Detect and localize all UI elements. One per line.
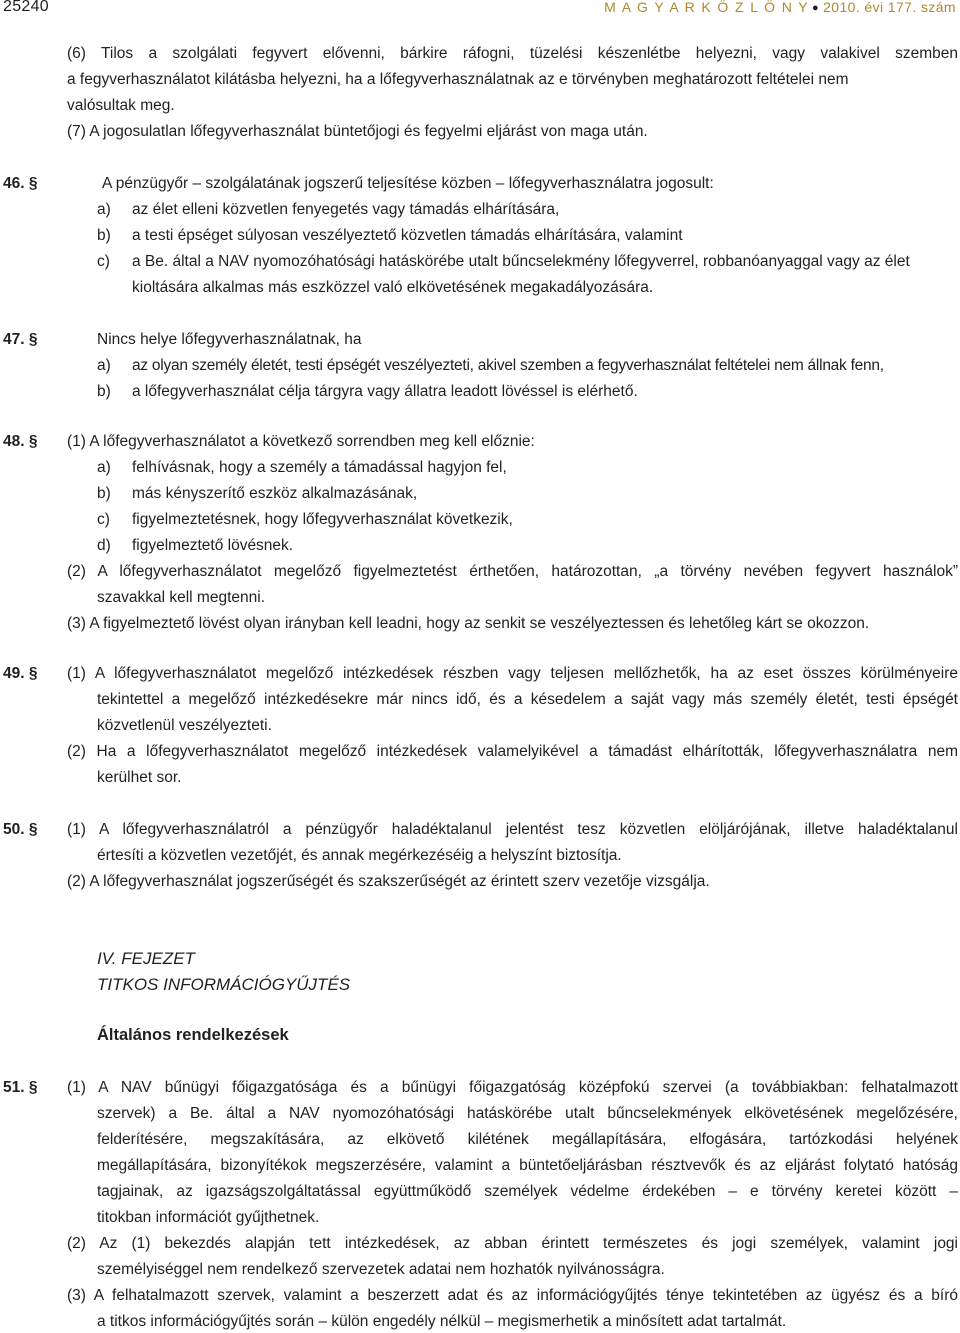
item-text: kioltására alkalmas más eszközzel való elkövetésének megakadályozására.: [132, 279, 654, 296]
subsection-1: (1) A NAV bűnügyi főigazgatósága és a bűnügyi főigazgatóság középfokú szervei (a továbbiakban: felhatalmazott: [67, 1079, 958, 1096]
item-text: felhívásnak, hogy a személy a támadással hagyjon fel,: [132, 459, 507, 476]
item-text: a lőfegyverhasználat célja tárgyra vagy állatra leadott lövéssel is elérhető.: [132, 383, 638, 400]
subsection-2-cont: szavakkal kell megtenni.: [97, 589, 265, 606]
subsection-1: (1) A lőfegyverhasználatról a pénzügyőr haladéktalanul jelentést tesz közvetlen elöljárójának, illetve haladéktalanul: [67, 821, 958, 838]
issue-number: 2010. évi 177. szám: [823, 0, 956, 15]
section-number: 48. §: [3, 433, 38, 450]
page-number: 25240: [3, 0, 49, 15]
subsection-3: (3) A felhatalmazott szervek, valamint a beszerzett adat és az információgyűjtés ténye tekintetében az ügyész és a bíró: [67, 1287, 958, 1304]
item-label: a): [97, 201, 111, 218]
section-number: 46. §: [3, 175, 38, 192]
item-text: a Be. által a NAV nyomozóhatósági hatáskörébe utalt bűncselekmény lőfegyverrel, robbanóanyaggal vagy az élet: [132, 253, 910, 270]
item-label: a): [97, 459, 111, 476]
bullet-icon: ●: [812, 2, 821, 14]
subsection-1-cont: tekintettel a megelőző intézkedésekre már nincs idő, és a késedelem a saját vagy más személy életét, testi épségét: [97, 691, 958, 708]
item-text: más kényszerítő eszköz alkalmazásának,: [132, 485, 418, 502]
item-label: b): [97, 227, 111, 244]
item-text: az olyan személy életét, testi épségét veszélyezteti, akivel szemben a fegyverhasználat feltételei nem állnak fenn,: [132, 357, 884, 374]
subsection-1: (1) A lőfegyverhasználatot megelőző intézkedések részben vagy teljesen mellőzhetők, ha az eset összes körülményeire: [67, 665, 958, 682]
item-label: c): [97, 253, 110, 270]
paragraph-line: (6) Tilos a szolgálati fegyvert elővenni, bárkire ráfogni, tüzelési készenlétbe helyezni, vagy valakivel szemben: [67, 45, 958, 62]
item-text: az élet elleni közvetlen fenyegetés vagy támadás elhárítására,: [132, 201, 560, 218]
page-header: [0, 0, 960, 22]
section-number: 47. §: [3, 331, 38, 348]
paragraph-line: (7) A jogosulatlan lőfegyverhasználat büntetőjogi és fegyelmi eljárást von maga után.: [67, 123, 648, 140]
chapter-title: TITKOS INFORMÁCIÓGYŰJTÉS: [97, 975, 351, 994]
subsection-3-cont: a titkos információgyűjtés során – külön engedély nélkül – megismerhetik a minősített adat tartalmát.: [97, 1313, 787, 1330]
paragraph-line: a fegyverhasználatot kilátásba helyezni, ha a lőfegyverhasználatnak az e törvényben meghatározott feltételei nem: [67, 71, 849, 88]
chapter-subtitle: Általános rendelkezések: [97, 1026, 289, 1044]
section-number: 50. §: [3, 821, 38, 838]
subsection-1-cont: értesíti a közvetlen vezetőjét, és annak megérkezéséig a helyszínt biztosítja.: [97, 847, 622, 864]
subsection-2: (2) A lőfegyverhasználat jogszerűségét és szakszerűségét az érintett szerv vezetője vizsgálja.: [67, 873, 710, 890]
subsection-2-cont: személyiséggel nem rendelkező szervezetek adatai nem hozhatók nyilvánosságra.: [97, 1261, 665, 1278]
section-intro: A pénzügyőr – szolgálatának jogszerű teljesítése közben – lőfegyverhasználatra jogosult:: [102, 175, 714, 192]
subsection-1-cont: felderítésére, megszakítására, az elkövető kilétének megállapítására, elfogására, tartózkodási helyének: [97, 1131, 958, 1148]
item-label: a): [97, 357, 111, 374]
subsection-1-cont: közvetlenül veszélyezteti.: [97, 717, 272, 734]
item-text: a testi épséget súlyosan veszélyeztető közvetlen támadás elhárítására, valamint: [132, 227, 683, 244]
item-label: d): [97, 537, 111, 554]
chapter-number: IV. FEJEZET: [97, 949, 195, 968]
paragraph-line: valósultak meg.: [67, 97, 175, 114]
subsection-1-cont: megállapítására, bizonyítékok megszerzésére, valamint a büntetőeljárásban résztvevők és az eljárást folytató hatóság: [97, 1157, 958, 1174]
item-label: c): [97, 511, 110, 528]
subsection-2: (2) A lőfegyverhasználatot megelőző figyelmeztetést érthetően, határozottan, „a törvény nevében fegyvert használok”: [67, 563, 958, 580]
item-label: b): [97, 383, 111, 400]
section-number: 51. §: [3, 1079, 38, 1096]
item-text: figyelmeztető lövésnek.: [132, 537, 294, 554]
journal-name: M A G Y A R K Ö Z L Ö N Y: [604, 0, 810, 15]
journal-title: [604, 0, 956, 15]
subsection-2: (2) Ha a lőfegyverhasználatot megelőző intézkedések valamelyikével a támadást elhárították, lőfegyverhasználatra nem: [67, 743, 958, 760]
subsection-2: (2) Az (1) bekezdés alapján tett intézkedések, az abban érintett természetes és jogi személyek, valamint jogi: [67, 1235, 958, 1252]
section-intro: Nincs helye lőfegyverhasználatnak, ha: [97, 331, 362, 348]
item-label: b): [97, 485, 111, 502]
subsection-2-cont: kerülhet sor.: [97, 769, 182, 786]
subsection-3: (3) A figyelmeztető lövést olyan irányban kell leadni, hogy az senkit se veszélyeztessen és lehetőleg kárt se okozzon.: [67, 615, 870, 632]
section-number: 49. §: [3, 665, 38, 682]
subsection-1: (1) A lőfegyverhasználatot a következő sorrendben meg kell előznie:: [67, 433, 535, 450]
subsection-1-cont: tagjainak, az igazságszolgáltatással együttműködő személyek védelme érdekében – e törvény keretei között –: [97, 1183, 958, 1200]
subsection-1-cont: titokban információt gyűjthetnek.: [97, 1209, 320, 1226]
subsection-1-cont: szervek) a Be. által a NAV nyomozóhatósági hatáskörébe utalt bűncselekmények elkövetésének megelőzésére,: [97, 1105, 958, 1122]
item-text: figyelmeztetésnek, hogy lőfegyverhasználat következik,: [132, 511, 513, 528]
